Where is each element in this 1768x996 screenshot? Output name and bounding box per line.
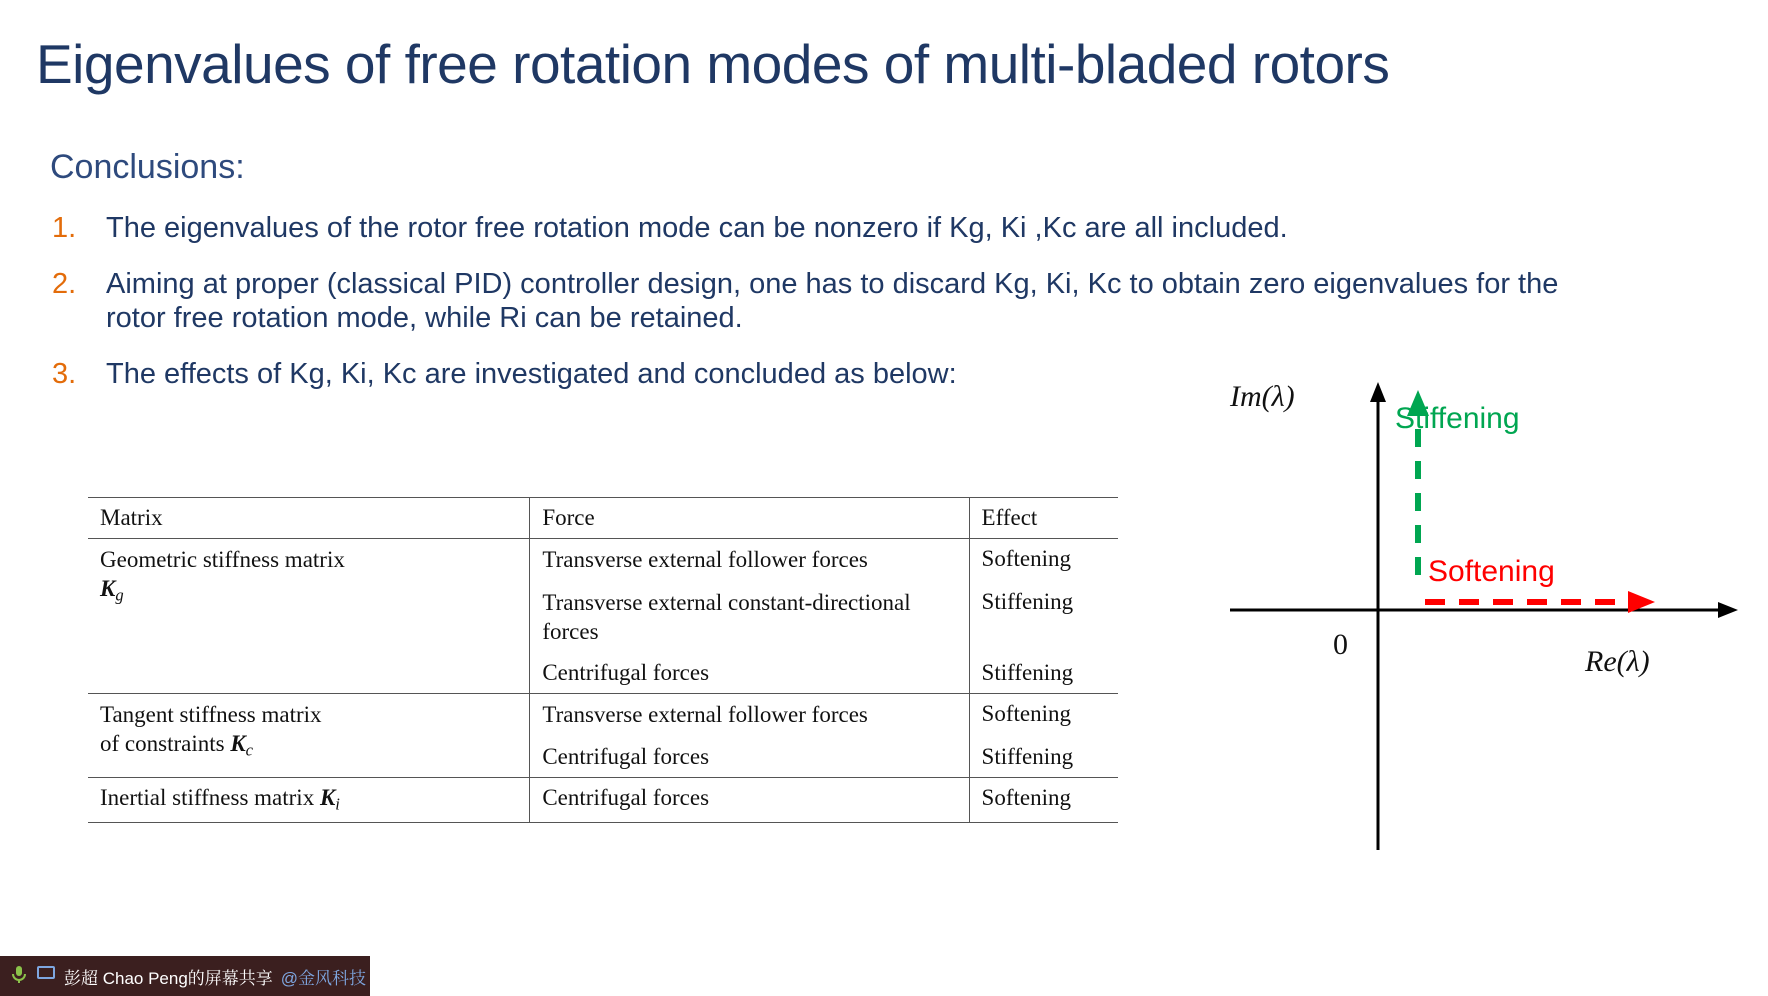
effects-table-container [88,497,1118,823]
table-cell-force: Centrifugal forces [530,778,969,823]
list-item-number: 1. [52,212,77,244]
real-axis-arrow [1718,602,1738,618]
matrix-subscript: c [245,740,254,760]
table-header-row [88,498,1118,539]
real-axis-label: Re(λ) [1585,645,1650,678]
table-cell-force [530,582,969,654]
table-cell-effect: Softening [969,778,1118,823]
table-cell-effect: Stiffening [969,653,1118,694]
effects-table [88,497,1118,823]
table-row [88,694,1118,737]
list-item [44,212,1604,246]
screen-share-icon[interactable] [36,965,56,988]
complex-plane-svg [1230,380,1740,910]
list-item-text: The eigenvalues of the rotor free rotation mode can be nonzero if Kg, Ki ,Kc are all included. [106,212,1288,244]
screen-share-bar [0,956,370,996]
force-text: Transverse external follower forces [542,702,868,728]
matrix-name-cont: of constraints [100,731,225,756]
microphone-icon[interactable] [10,964,28,989]
matrix-subscript: g [115,585,124,605]
table-row [88,539,1118,582]
conclusions-heading: Conclusions: [50,148,245,186]
list-item-number: 3. [52,357,77,390]
list-item-number: 2. [52,267,77,300]
force-text: Transverse external constant-directional forces [542,589,911,644]
matrix-symbol: K [100,575,116,601]
complex-plane-diagram [1230,380,1740,910]
table-cell-matrix [88,539,530,694]
screen-share-tag: @金风科技 [280,968,367,988]
table-cell-force [530,539,969,582]
origin-label: 0 [1333,628,1348,661]
list-item-text: The effects of Kg, Ki, Kc are investigated and concluded as below: [106,357,957,390]
softening-label: Softening [1428,555,1555,588]
matrix-name: Geometric stiffness matrix [100,547,345,572]
table-header-force: Force [530,498,969,539]
table-header-matrix: Matrix [88,498,530,539]
table-cell-effect: Stiffening [969,582,1118,654]
force-text: Transverse external follower forces [542,547,868,572]
matrix-symbol: K [319,785,336,810]
table-cell-matrix [88,694,530,778]
table-row [88,778,1118,823]
matrix-subscript: i [335,794,340,814]
matrix-symbol: K [230,731,246,756]
table-cell-effect: Softening [969,694,1118,737]
list-item [44,268,1604,336]
matrix-name: Tangent stiffness matrix [100,702,322,728]
table-cell-force: Centrifugal forces [530,737,969,778]
page-title: Eigenvalues of free rotation modes of multi-bladed rotors [36,33,1390,95]
table-cell-effect: Softening [969,539,1118,582]
imaginary-axis-arrow [1370,382,1386,402]
imaginary-axis-label: Im(λ) [1230,380,1295,413]
table-header-effect: Effect [969,498,1118,539]
table-cell-force [530,694,969,737]
matrix-name: Inertial stiffness matrix [100,785,315,810]
table-cell-matrix [88,778,530,823]
screen-share-user-text: 彭超 Chao Peng的屏幕共享 [64,968,273,988]
list-item-text: Aiming at proper (classical PID) controller design, one has to discard Kg, Ki, Kc to obtain zero eigenvalues for the rotor free rotation mode, while Ri can be retained. [106,267,1559,334]
stiffening-label: Stiffening [1395,402,1520,435]
table-cell-effect: Stiffening [969,737,1118,778]
table-cell-force: Centrifugal forces [530,653,969,694]
